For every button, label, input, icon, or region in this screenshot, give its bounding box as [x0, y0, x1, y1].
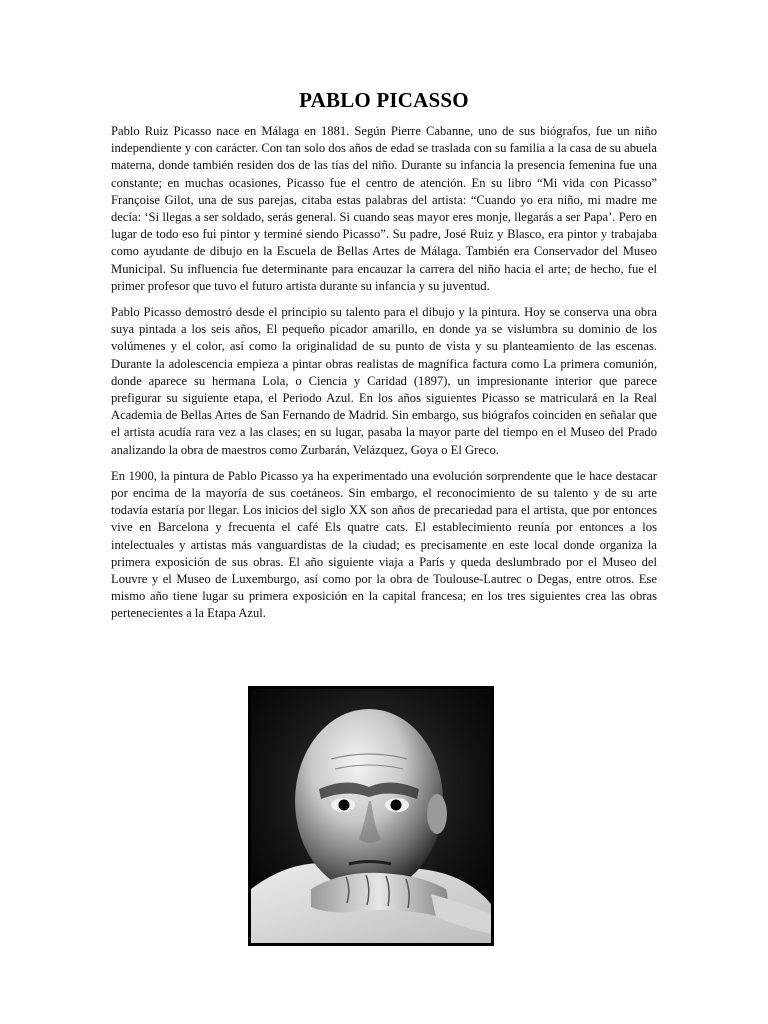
paragraph-1: Pablo Ruiz Picasso nace en Málaga en 1881. Según Pierre Cabanne, uno de sus biógrafos, fue un niño independiente y con carácter. Con tan solo dos años de edad se traslada con su familia a la casa de su abuela materna, donde también residen dos de las tías del niño. Durante su infancia la presencia femenina fue una constante; en muchas ocasiones, Picasso fue el centro de atención. En su libro “Mi vida con Picasso” Françoise Gilot, una de sus parejas, citaba estas palabras del artista: “Cuando yo era niño, mi madre me decía: ‘Si llegas a ser soldado, serás general. Si cuando seas mayor eres monje, llegarás a ser Papa’. Pero en lugar de todo eso fui pintor y terminé siendo Picasso”. Su padre, José Ruiz y Blasco, era pintor y trabajaba como ayudante de dibujo en la Escuela de Bellas Artes de Málaga. También era Conservador del Museo Municipal. Su influencia fue determinante para encauzar la carrera del niño hacia el arte; de hecho, fue el primer profesor que tuvo el futuro artista durante su infancia y su juventud. [111, 124, 657, 293]
portrait-image [251, 689, 491, 943]
page-title: PABLO PICASSO [299, 88, 469, 112]
portrait-photo [248, 686, 494, 946]
document-body [111, 123, 657, 632]
paragraph-2: Pablo Picasso demostró desde el principio su talento para el dibujo y la pintura. Hoy se conserva una obra suya pintada a los seis años, El pequeño picador amarillo, en donde ya se vislumbra su dominio de los volúmenes y el color, así como la originalidad de su punto de vista y su planteamiento de las escenas. Durante la adolescencia empieza a pintar obras realistas de magnífica factura como La primera comunión, donde aparece su hermana Lola, o Ciencia y Caridad (1897), un impresionante interior que parece prefigurar su siguiente etapa, el Periodo Azul. En los años siguientes Picasso se matriculará en la Real Academia de Bellas Artes de San Fernando de Madrid. Sin embargo, sus biógrafos coinciden en señalar que el artista acudía rara vez a las clases; en su lugar, pasaba la mayor parte del tiempo en el Museo del Prado analizando la obra de maestros como Zurbarán, Velázquez, Goya o El Greco. [111, 305, 657, 457]
paragraph-3: En 1900, la pintura de Pablo Picasso ya ha experimentado una evolución sorprendente que le hace destacar por encima de la mayoría de sus coetáneos. Sin embargo, el reconocimiento de su talento y de su arte todavía estaría por llegar. Los inicios del siglo XX son años de precariedad para el artista, que por entonces vive en Barcelona y frecuenta el café Els quatre cats. El establecimiento reunía por entonces a los intelectuales y artistas más vanguardistas de la ciudad; es precisamente en este local donde organiza la primera exposición de sus obras. El año siguiente viaja a París y queda deslumbrado por el Museo del Louvre y el Museo de Luxemburgo, así como por la obra de Toulouse-Lautrec o Degas, entre otros. Ese mismo año tiene lugar su primera exposición en la capital francesa; en los tres siguientes crea las obras pertenecientes a la Etapa Azul. [111, 468, 657, 621]
